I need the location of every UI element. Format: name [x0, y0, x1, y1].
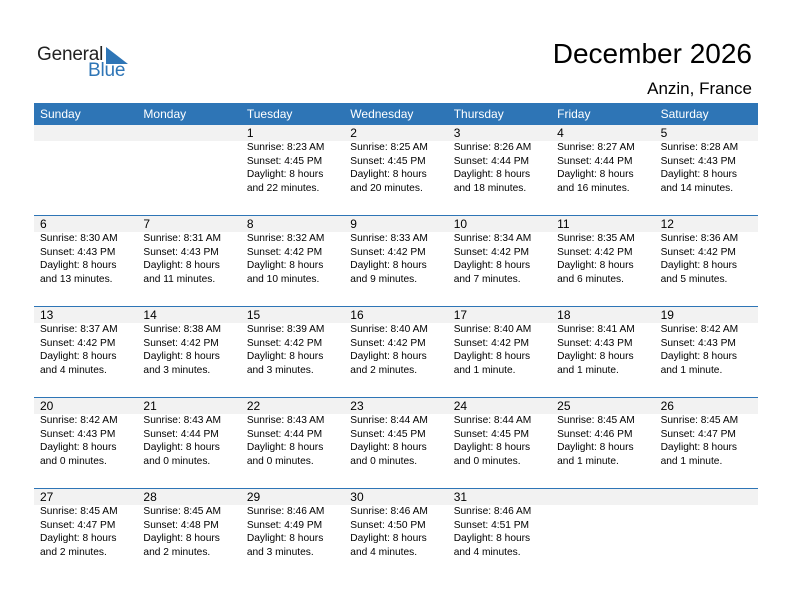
day-number: 25: [557, 399, 571, 413]
week-row: [34, 125, 758, 215]
logo-word-general: General: [37, 44, 104, 65]
day-cell: [34, 398, 137, 488]
day-number: 6: [40, 217, 47, 231]
sunset-text: Sunset: 4:42 PM: [246, 337, 323, 349]
sun-info: [661, 414, 758, 468]
daylight-text: Daylight: 8 hours: [246, 442, 324, 453]
sunrise-text: Sunrise: 8:30 AM: [40, 233, 118, 244]
daylight-minutes-text: and 0 minutes.: [143, 455, 211, 467]
sun-info: [143, 323, 240, 377]
sun-info: [350, 323, 447, 377]
sun-info: [40, 232, 137, 286]
daylight-text: Daylight: 8 hours: [453, 442, 531, 453]
sun-info: [661, 141, 758, 195]
daylight-minutes-text: and 4 minutes.: [40, 364, 107, 376]
day-cell: [551, 125, 654, 215]
sunset-text: Sunset: 4:45 PM: [453, 428, 530, 440]
sunset-text: Sunset: 4:44 PM: [557, 155, 633, 167]
sun-info: [350, 232, 447, 286]
sun-info: [247, 505, 344, 559]
weekday-header: [34, 103, 758, 125]
day-cell: [137, 216, 240, 306]
day-cell: [34, 489, 137, 579]
daylight-minutes-text: and 1 minute.: [557, 364, 619, 376]
sunrise-text: Sunrise: 8:43 AM: [246, 415, 325, 426]
sunrise-text: Sunrise: 8:36 AM: [660, 233, 739, 244]
sunrise-text: Sunrise: 8:41 AM: [557, 324, 635, 335]
week-row: [34, 215, 758, 306]
sunset-text: Sunset: 4:47 PM: [660, 428, 736, 440]
day-cell: [448, 125, 551, 215]
daylight-minutes-text: and 1 minute.: [660, 455, 723, 467]
day-cell: [448, 216, 551, 306]
sun-info: [143, 414, 240, 468]
sunset-text: Sunset: 4:43 PM: [660, 155, 736, 167]
day-number: 4: [557, 126, 564, 140]
day-number: 10: [453, 217, 468, 231]
day-number: 8: [246, 217, 254, 231]
daylight-text: Daylight: 8 hours: [143, 260, 220, 271]
daylight-text: Daylight: 8 hours: [143, 533, 220, 544]
empty-day-cell: [34, 125, 137, 215]
daylight-text: Daylight: 8 hours: [453, 351, 531, 362]
sunrise-text: Sunrise: 8:46 AM: [453, 506, 532, 517]
daylight-minutes-text: and 1 minute.: [453, 364, 516, 376]
daylight-minutes-text: and 4 minutes.: [453, 546, 521, 558]
day-number: 27: [40, 490, 54, 504]
sunset-text: Sunset: 4:42 PM: [246, 246, 323, 258]
sun-info: [557, 141, 654, 195]
day-number: 15: [246, 308, 261, 322]
day-number: 16: [350, 308, 364, 322]
sunset-text: Sunset: 4:42 PM: [453, 337, 530, 349]
sunset-text: Sunset: 4:47 PM: [40, 519, 116, 531]
sunrise-text: Sunrise: 8:44 AM: [453, 415, 532, 426]
sun-info: [661, 232, 758, 286]
daylight-text: Daylight: 8 hours: [660, 169, 738, 180]
daylight-minutes-text: and 0 minutes.: [453, 455, 521, 467]
sunrise-text: Sunrise: 8:27 AM: [557, 142, 635, 153]
daylight-text: Daylight: 8 hours: [350, 260, 427, 271]
sunset-text: Sunset: 4:43 PM: [40, 246, 116, 258]
sunrise-text: Sunrise: 8:45 AM: [660, 415, 739, 426]
daylight-minutes-text: and 4 minutes.: [350, 546, 418, 558]
day-number: 23: [350, 399, 364, 413]
daylight-text: Daylight: 8 hours: [557, 169, 634, 180]
daylight-text: Daylight: 8 hours: [660, 260, 738, 271]
daylight-minutes-text: and 11 minutes.: [143, 273, 216, 285]
day-cell: [241, 398, 344, 488]
sunrise-text: Sunrise: 8:26 AM: [453, 142, 532, 153]
weekday-wednesday: Wednesday: [350, 107, 414, 121]
page-title: December 2026: [552, 38, 752, 69]
day-cell: [241, 216, 344, 306]
sunset-text: Sunset: 4:43 PM: [660, 337, 736, 349]
day-number: 31: [453, 490, 468, 504]
sunrise-text: Sunrise: 8:45 AM: [40, 506, 118, 517]
sunset-text: Sunset: 4:46 PM: [557, 428, 633, 440]
daylight-minutes-text: and 2 minutes.: [40, 546, 107, 558]
daylight-minutes-text: and 13 minutes.: [40, 273, 113, 285]
sun-info: [454, 323, 551, 377]
sunrise-text: Sunrise: 8:25 AM: [350, 142, 428, 153]
daylight-text: Daylight: 8 hours: [40, 351, 117, 362]
daylight-text: Daylight: 8 hours: [143, 351, 220, 362]
sunset-text: Sunset: 4:43 PM: [40, 428, 116, 440]
empty-day-cell: [137, 125, 240, 215]
day-cell: [137, 398, 240, 488]
daylight-minutes-text: and 1 minute.: [557, 455, 619, 467]
weekday-friday: Friday: [557, 107, 591, 121]
sun-info: [350, 505, 447, 559]
sunrise-text: Sunrise: 8:32 AM: [246, 233, 325, 244]
day-cell: [655, 216, 758, 306]
day-cell: [344, 489, 447, 579]
day-number: 14: [143, 308, 157, 322]
empty-day-cell: [551, 489, 654, 579]
sun-info: [557, 323, 654, 377]
sunset-text: Sunset: 4:49 PM: [246, 519, 323, 531]
day-cell: [655, 307, 758, 397]
daylight-minutes-text: and 16 minutes.: [557, 182, 630, 194]
daylight-minutes-text: and 2 minutes.: [350, 364, 418, 376]
daylight-text: Daylight: 8 hours: [40, 260, 117, 271]
day-cell: [241, 307, 344, 397]
week-grid: [34, 489, 758, 579]
day-cell: [137, 307, 240, 397]
daylight-text: Daylight: 8 hours: [143, 442, 220, 453]
daylight-text: Daylight: 8 hours: [453, 260, 531, 271]
day-number: 18: [557, 308, 571, 322]
day-cell: [241, 489, 344, 579]
day-cell: [551, 216, 654, 306]
sunset-text: Sunset: 4:42 PM: [660, 246, 736, 258]
sunset-text: Sunset: 4:42 PM: [453, 246, 530, 258]
sunrise-text: Sunrise: 8:45 AM: [143, 506, 222, 517]
day-number: 9: [350, 217, 357, 231]
day-number: 19: [660, 308, 674, 322]
daylight-text: Daylight: 8 hours: [350, 169, 427, 180]
sun-info: [247, 232, 344, 286]
sunset-text: Sunset: 4:45 PM: [350, 428, 426, 440]
week-grid: [34, 398, 758, 488]
day-number: 13: [40, 308, 54, 322]
daylight-text: Daylight: 8 hours: [557, 442, 634, 453]
daylight-text: Daylight: 8 hours: [350, 442, 427, 453]
daylight-minutes-text: and 0 minutes.: [246, 455, 314, 467]
daylight-minutes-text: and 0 minutes.: [350, 455, 418, 467]
sun-info: [247, 414, 344, 468]
day-number: 1: [246, 126, 254, 140]
day-number: 11: [557, 217, 570, 231]
daylight-text: Daylight: 8 hours: [246, 169, 324, 180]
day-number: 29: [246, 490, 261, 504]
day-cell: [34, 307, 137, 397]
daylight-minutes-text: and 9 minutes.: [350, 273, 418, 285]
sun-info: [350, 141, 447, 195]
logo-word-blue: Blue: [88, 60, 126, 81]
sunrise-text: Sunrise: 8:28 AM: [660, 142, 739, 153]
sunrise-text: Sunrise: 8:40 AM: [453, 324, 532, 335]
day-cell: [551, 307, 654, 397]
week-row: [34, 488, 758, 579]
sunset-text: Sunset: 4:43 PM: [557, 337, 633, 349]
day-cell: [551, 398, 654, 488]
daylight-text: Daylight: 8 hours: [453, 533, 531, 544]
day-number: 2: [350, 126, 357, 140]
weekday-monday: Monday: [143, 107, 187, 121]
day-number: 21: [143, 399, 157, 413]
day-cell: [344, 125, 447, 215]
daylight-minutes-text: and 20 minutes.: [350, 182, 423, 194]
sunset-text: Sunset: 4:44 PM: [246, 428, 323, 440]
day-cell: [655, 125, 758, 215]
week-row: [34, 397, 758, 488]
sun-info: [247, 323, 344, 377]
sunrise-text: Sunrise: 8:45 AM: [557, 415, 635, 426]
daylight-minutes-text: and 1 minute.: [660, 364, 723, 376]
day-number: 24: [453, 399, 468, 413]
sunrise-text: Sunrise: 8:43 AM: [143, 415, 222, 426]
day-cell: [344, 398, 447, 488]
sun-info: [40, 414, 137, 468]
sunset-text: Sunset: 4:45 PM: [350, 155, 426, 167]
daylight-minutes-text: and 18 minutes.: [453, 182, 527, 194]
daylight-minutes-text: and 10 minutes.: [246, 273, 320, 285]
day-number: 26: [660, 399, 674, 413]
sunrise-text: Sunrise: 8:42 AM: [660, 324, 739, 335]
day-cell: [344, 216, 447, 306]
sun-info: [350, 414, 447, 468]
daylight-text: Daylight: 8 hours: [40, 442, 117, 453]
sunrise-text: Sunrise: 8:38 AM: [143, 324, 222, 335]
daylight-text: Daylight: 8 hours: [453, 169, 531, 180]
sunrise-text: Sunrise: 8:34 AM: [453, 233, 532, 244]
day-cell: [34, 216, 137, 306]
weekday-saturday: Saturday: [660, 107, 709, 121]
sun-info: [143, 232, 240, 286]
sunset-text: Sunset: 4:45 PM: [246, 155, 323, 167]
sunset-text: Sunset: 4:44 PM: [143, 428, 219, 440]
sun-info: [40, 505, 137, 559]
daylight-minutes-text: and 2 minutes.: [143, 546, 211, 558]
weekday-sunday: Sunday: [40, 107, 81, 121]
daylight-text: Daylight: 8 hours: [246, 533, 324, 544]
sun-info: [557, 232, 654, 286]
sunrise-text: Sunrise: 8:42 AM: [40, 415, 118, 426]
location-label: Anzin, France: [647, 79, 752, 98]
day-number: 22: [246, 399, 261, 413]
sunset-text: Sunset: 4:42 PM: [350, 337, 426, 349]
sun-info: [557, 414, 654, 468]
sun-info: [247, 141, 344, 195]
week-row: [34, 306, 758, 397]
daylight-text: Daylight: 8 hours: [246, 260, 324, 271]
sunset-text: Sunset: 4:42 PM: [40, 337, 116, 349]
day-number: 3: [453, 126, 461, 140]
daylight-minutes-text: and 7 minutes.: [453, 273, 521, 285]
day-cell: [448, 398, 551, 488]
weeks-container: [34, 125, 758, 579]
day-cell: [448, 489, 551, 579]
sunset-text: Sunset: 4:50 PM: [350, 519, 426, 531]
daylight-text: Daylight: 8 hours: [557, 351, 634, 362]
day-cell: [137, 489, 240, 579]
daylight-minutes-text: and 5 minutes.: [660, 273, 728, 285]
sunrise-text: Sunrise: 8:35 AM: [557, 233, 635, 244]
daylight-text: Daylight: 8 hours: [557, 260, 634, 271]
sunrise-text: Sunrise: 8:46 AM: [246, 506, 325, 517]
sun-info: [454, 505, 551, 559]
sun-info: [661, 323, 758, 377]
sun-info: [454, 414, 551, 468]
daylight-text: Daylight: 8 hours: [246, 351, 324, 362]
day-cell: [344, 307, 447, 397]
day-number: 5: [660, 126, 668, 140]
sun-info: [454, 232, 551, 286]
day-cell: [241, 125, 344, 215]
week-grid: [34, 216, 758, 306]
daylight-text: Daylight: 8 hours: [350, 533, 427, 544]
day-number: 28: [143, 490, 157, 504]
day-cell: [448, 307, 551, 397]
sunset-text: Sunset: 4:51 PM: [453, 519, 530, 531]
day-number: 30: [350, 490, 364, 504]
daylight-text: Daylight: 8 hours: [660, 351, 738, 362]
week-grid: [34, 125, 758, 215]
sun-info: [454, 141, 551, 195]
weekday-tuesday: Tuesday: [246, 107, 293, 121]
daylight-minutes-text: and 22 minutes.: [246, 182, 320, 194]
daylight-minutes-text: and 3 minutes.: [246, 364, 314, 376]
sun-info: [143, 505, 240, 559]
sunset-text: Sunset: 4:48 PM: [143, 519, 219, 531]
weekday-thursday: Thursday: [453, 107, 504, 121]
day-number: 20: [40, 399, 54, 413]
week-grid: [34, 307, 758, 397]
day-cell: [655, 398, 758, 488]
sunrise-text: Sunrise: 8:37 AM: [40, 324, 118, 335]
daylight-minutes-text: and 3 minutes.: [246, 546, 314, 558]
sunrise-text: Sunrise: 8:39 AM: [246, 324, 325, 335]
sun-info: [40, 323, 137, 377]
sunset-text: Sunset: 4:42 PM: [350, 246, 426, 258]
empty-day-cell: [655, 489, 758, 579]
sunrise-text: Sunrise: 8:40 AM: [350, 324, 428, 335]
daylight-text: Daylight: 8 hours: [660, 442, 738, 453]
sunset-text: Sunset: 4:42 PM: [143, 337, 219, 349]
sunrise-text: Sunrise: 8:46 AM: [350, 506, 428, 517]
logo: [37, 44, 137, 84]
sunrise-text: Sunrise: 8:31 AM: [143, 233, 222, 244]
daylight-minutes-text: and 0 minutes.: [40, 455, 107, 467]
day-number: 17: [453, 308, 468, 322]
daylight-text: Daylight: 8 hours: [40, 533, 117, 544]
sunset-text: Sunset: 4:43 PM: [143, 246, 219, 258]
day-number: 7: [143, 217, 151, 231]
daylight-text: Daylight: 8 hours: [350, 351, 427, 362]
sunrise-text: Sunrise: 8:33 AM: [350, 233, 428, 244]
daylight-minutes-text: and 14 minutes.: [660, 182, 734, 194]
sunrise-text: Sunrise: 8:23 AM: [246, 142, 325, 153]
calendar: [34, 103, 758, 579]
day-number: 12: [660, 217, 674, 231]
daylight-minutes-text: and 6 minutes.: [557, 273, 624, 285]
sunset-text: Sunset: 4:44 PM: [453, 155, 530, 167]
sunrise-text: Sunrise: 8:44 AM: [350, 415, 428, 426]
daylight-minutes-text: and 3 minutes.: [143, 364, 211, 376]
sunset-text: Sunset: 4:42 PM: [557, 246, 633, 258]
